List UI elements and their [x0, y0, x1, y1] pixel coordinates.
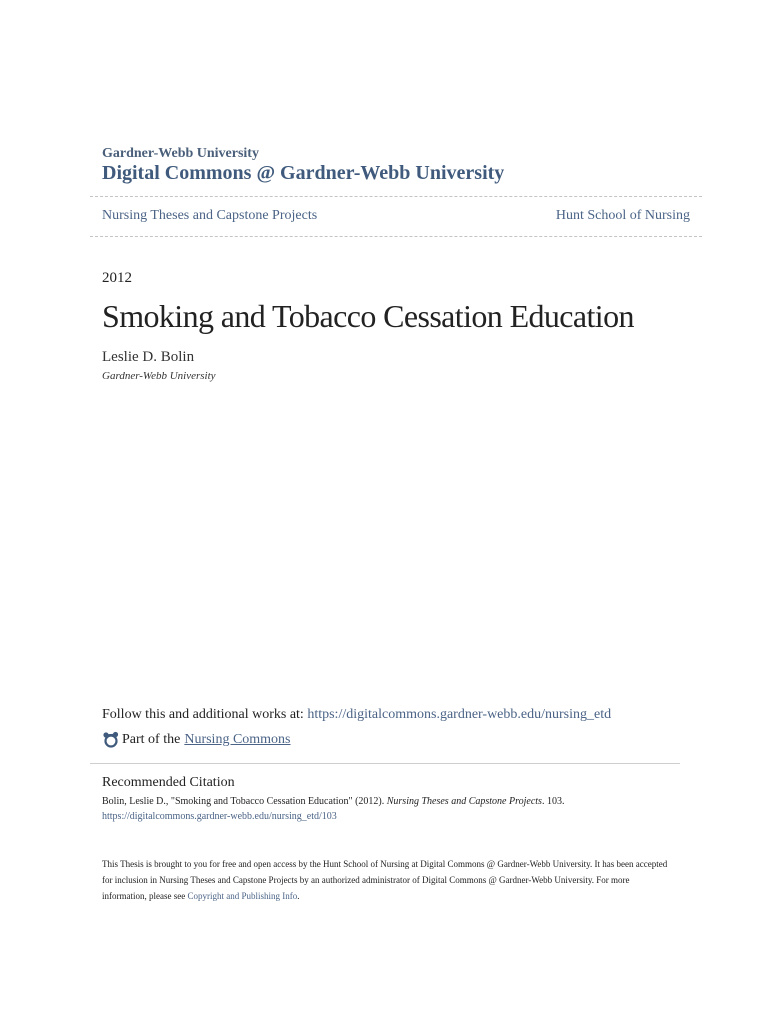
header-bottom-divider — [90, 236, 702, 237]
citation-divider — [90, 763, 680, 764]
repository-title-link[interactable]: Digital Commons @ Gardner-Webb University — [102, 162, 505, 184]
publication-year: 2012 — [102, 270, 132, 286]
follow-works-line — [102, 707, 611, 723]
citation-number: . 103. — [541, 796, 565, 807]
header-top-divider — [90, 196, 702, 197]
collection-link[interactable]: Nursing Theses and Capstone Projects — [102, 208, 318, 223]
access-notice — [102, 856, 672, 904]
follow-label: Follow this and additional works at: — [102, 707, 304, 722]
commons-network-icon — [102, 731, 119, 748]
author-affiliation: Gardner-Webb University — [102, 370, 216, 382]
citation-url-link[interactable]: https://digitalcommons.gardner-webb.edu/nursing_etd/103 — [102, 811, 337, 822]
part-of-line — [102, 731, 291, 748]
part-of-label: Part of the — [122, 731, 181, 747]
follow-url-link[interactable]: https://digitalcommons.gardner-webb.edu/nursing_etd — [307, 707, 612, 722]
document-title: Smoking and Tobacco Cessation Education — [102, 298, 634, 334]
recommended-citation-heading: Recommended Citation — [102, 775, 235, 790]
citation-series: Nursing Theses and Capstone Projects — [386, 796, 542, 807]
department-link[interactable]: Hunt School of Nursing — [555, 208, 690, 223]
author-name: Leslie D. Bolin — [102, 349, 195, 365]
notice-text: This Thesis is brought to you for free and open access by the Hunt School of Nursing at Digital Commons @ Gardner-Webb University. It has been accepted for inclusion in Nursing Theses and Capstone Projects by an authorized administrator of Digital Commons @ Gardner-Webb University. For more information, please see — [102, 859, 668, 901]
notice-end: . — [297, 891, 300, 901]
citation-text — [102, 796, 564, 807]
institution-name: Gardner-Webb University — [102, 146, 259, 161]
copyright-info-link[interactable]: Copyright and Publishing Info — [187, 891, 298, 901]
nursing-commons-link[interactable]: Nursing Commons — [184, 731, 291, 747]
citation-main: Bolin, Leslie D., "Smoking and Tobacco Cessation Education" (2012). — [102, 796, 385, 807]
